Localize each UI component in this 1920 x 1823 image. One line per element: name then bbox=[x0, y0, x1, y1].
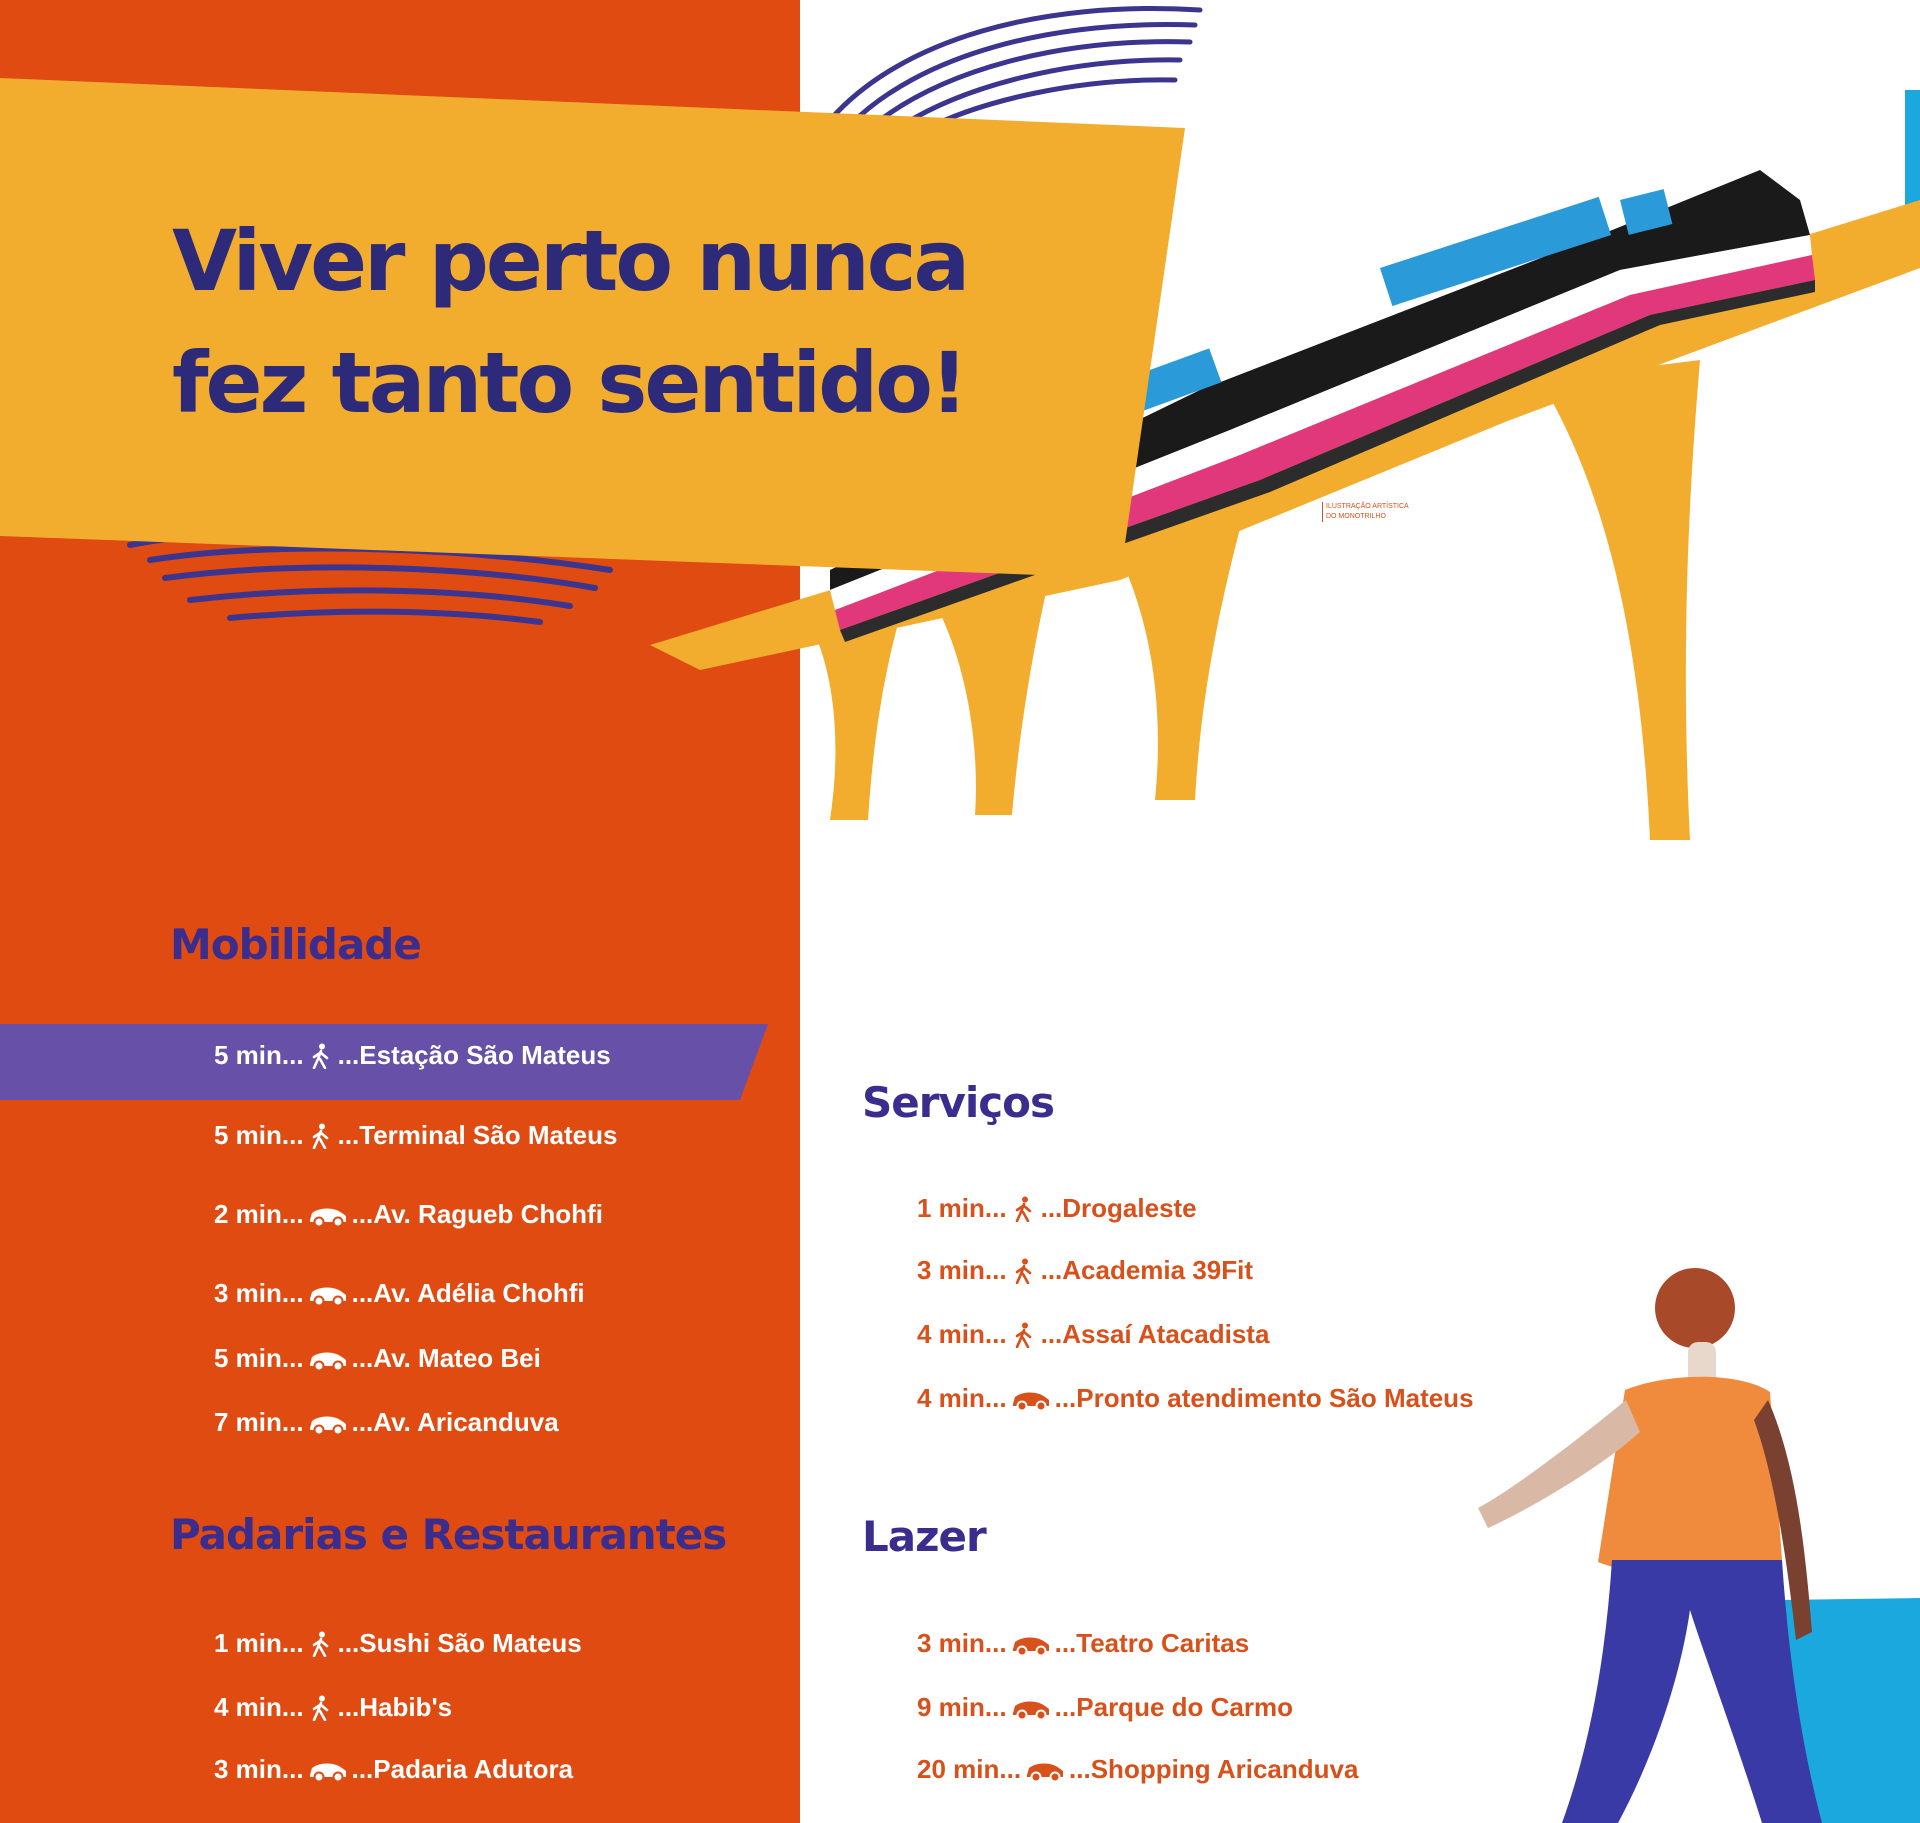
list-item: 1 min ... ... Drogaleste bbox=[917, 1193, 1197, 1223]
list-item: 20 min ... ... Shopping Aricanduva bbox=[917, 1754, 1359, 1784]
section-title-servicos: Serviços bbox=[862, 1078, 1054, 1127]
illustration-caption bbox=[1322, 502, 1409, 522]
pedestrian-icon bbox=[308, 1043, 334, 1069]
car-icon bbox=[308, 1202, 348, 1228]
car-icon bbox=[308, 1281, 348, 1307]
car-icon bbox=[1011, 1386, 1051, 1412]
list-item: 3 min ... ... Padaria Adutora bbox=[214, 1754, 574, 1784]
list-item: 4 min ... ... Habib's bbox=[214, 1692, 453, 1722]
car-icon bbox=[308, 1757, 348, 1783]
list-item: 5 min ... ... Estação São Mateus bbox=[214, 1040, 611, 1070]
pedestrian-icon bbox=[1011, 1196, 1037, 1222]
pedestrian-icon bbox=[308, 1123, 334, 1149]
headline-line-2: fez tanto sentido! bbox=[172, 334, 966, 432]
list-item: 5 min ... ... Terminal São Mateus bbox=[214, 1120, 618, 1150]
pedestrian-icon bbox=[308, 1631, 334, 1657]
section-title-mobilidade: Mobilidade bbox=[170, 920, 421, 969]
list-item: 2 min ... ... Av. Ragueb Chohfi bbox=[214, 1199, 603, 1229]
pedestrian-icon bbox=[1011, 1258, 1037, 1284]
cyan-block-top bbox=[1905, 90, 1920, 210]
headline-line-1: Viver perto nunca bbox=[172, 212, 968, 310]
pedestrian-icon bbox=[1011, 1322, 1037, 1348]
section-title-padarias: Padarias e Restaurantes bbox=[170, 1510, 727, 1559]
list-item: 7 min ... ... Av. Aricanduva bbox=[214, 1407, 559, 1437]
pedestrian-icon bbox=[308, 1695, 334, 1721]
list-item: 4 min ... ... Assaí Atacadista bbox=[917, 1319, 1270, 1349]
blue-brush-scribble-top bbox=[830, 8, 1200, 132]
walking-person-illustration bbox=[1478, 1268, 1822, 1823]
headline bbox=[172, 200, 967, 444]
car-icon bbox=[1011, 1631, 1051, 1657]
list-item: 9 min ... ... Parque do Carmo bbox=[917, 1692, 1293, 1722]
car-icon bbox=[1011, 1695, 1051, 1721]
list-item: 5 min ... ... Av. Mateo Bei bbox=[214, 1343, 541, 1373]
list-item: 3 min ... ... Academia 39Fit bbox=[917, 1255, 1254, 1285]
car-icon bbox=[308, 1410, 348, 1436]
list-item: 1 min ... ... Sushi São Mateus bbox=[214, 1628, 582, 1658]
section-title-lazer: Lazer bbox=[862, 1512, 986, 1561]
caption-line-2: DO MONOTRILHO bbox=[1326, 513, 1386, 520]
caption-line-1: ILUSTRAÇÃO ARTÍSTICA bbox=[1326, 503, 1409, 510]
car-icon bbox=[1025, 1757, 1065, 1783]
list-item: 3 min ... ... Av. Adélia Chohfi bbox=[214, 1278, 585, 1308]
list-item: 3 min ... ... Teatro Caritas bbox=[917, 1628, 1250, 1658]
car-icon bbox=[308, 1346, 348, 1372]
list-item: 4 min ... ... Pronto atendimento São Mateus bbox=[917, 1383, 1474, 1413]
